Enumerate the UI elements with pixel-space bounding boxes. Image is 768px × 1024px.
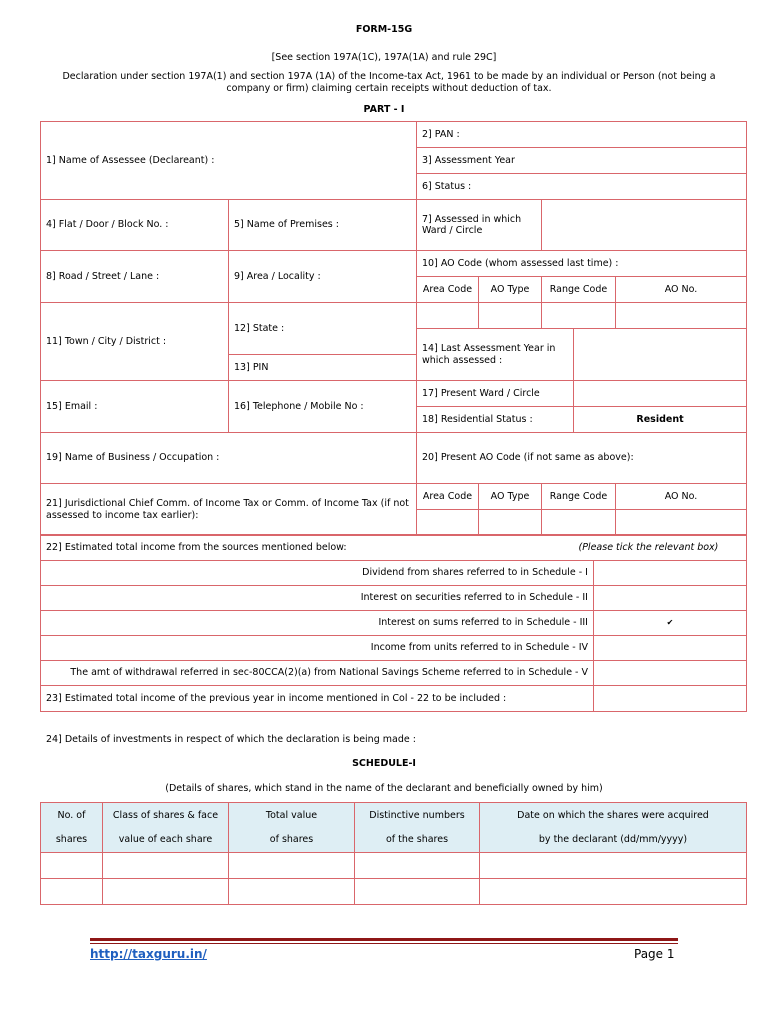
email-field[interactable]: 15] Email : xyxy=(41,381,229,433)
ao-type-header-2: AO Type xyxy=(479,484,542,510)
part-one-title: PART - I xyxy=(363,104,405,115)
table-cell[interactable] xyxy=(229,879,355,905)
page-number: Page 1 xyxy=(634,947,675,961)
range-code-cell-2[interactable] xyxy=(542,510,616,536)
table-cell[interactable] xyxy=(103,853,229,879)
column-header-distinctive-numbers: Distinctive numbers of the shares xyxy=(355,803,480,853)
footer-rule-thin xyxy=(90,943,678,944)
schedule-1-label: Dividend from shares referred to in Schedule - I xyxy=(41,561,594,586)
range-code-header-2: Range Code xyxy=(542,484,616,510)
name-of-assessee-field[interactable]: 1] Name of Assessee (Declareant) : xyxy=(41,122,417,200)
jurisdictional-commissioner-field[interactable]: 21] Jurisdictional Chief Comm. of Income Tax or Comm. of Income Tax (if not assessed to income tax earlier): xyxy=(41,484,417,536)
last-assessment-year-label: 14] Last Assessment Year in which assessed : xyxy=(417,329,574,381)
residential-status-value[interactable]: Resident xyxy=(574,407,747,433)
table-cell[interactable] xyxy=(480,853,747,879)
town-city-field[interactable]: 11] Town / City / District : xyxy=(41,303,229,381)
estimated-income-row xyxy=(41,535,747,561)
footer-link[interactable]: http://taxguru.in/ xyxy=(90,947,207,961)
schedule-2-checkbox[interactable] xyxy=(594,586,747,611)
table-row xyxy=(41,879,747,905)
table-cell[interactable] xyxy=(229,853,355,879)
range-code-cell[interactable] xyxy=(542,303,616,329)
column-header-class-of-shares: Class of shares & face value of each share xyxy=(103,803,229,853)
ao-type-header: AO Type xyxy=(479,277,542,303)
assessed-ward-value[interactable] xyxy=(542,200,747,251)
area-code-cell-2[interactable] xyxy=(417,510,479,536)
column-header-total-value: Total value of shares xyxy=(229,803,355,853)
section-reference: [See section 197A(1C), 197A(1A) and rule 29C] xyxy=(271,52,497,63)
schedule-4-label: Income from units referred to in Schedule - IV xyxy=(41,636,594,661)
state-field[interactable]: 12] State : xyxy=(229,303,417,355)
present-ward-label: 17] Present Ward / Circle xyxy=(417,381,574,407)
footer-rule-thick xyxy=(90,938,678,941)
range-code-header: Range Code xyxy=(542,277,616,303)
schedule-4-checkbox[interactable] xyxy=(594,636,747,661)
income-sources-table xyxy=(40,534,747,712)
pan-field[interactable]: 2] PAN : xyxy=(417,122,747,148)
road-street-field[interactable]: 8] Road / Street / Lane : xyxy=(41,251,229,303)
previous-year-income-value[interactable] xyxy=(594,686,747,712)
estimated-income-label: 22] Estimated total income from the sources mentioned below: xyxy=(46,541,347,553)
declaration-line-2: company or firm) claiming certain receipts without deduction of tax. xyxy=(226,83,552,94)
last-assessment-year-value[interactable] xyxy=(574,329,747,381)
check-mark-icon: ✔ xyxy=(666,618,674,628)
schedule-3-label: Interest on sums referred to in Schedule - III xyxy=(41,611,594,636)
schedule-5-checkbox[interactable] xyxy=(594,661,747,686)
telephone-field[interactable]: 16] Telephone / Mobile No : xyxy=(229,381,417,433)
ao-no-cell[interactable] xyxy=(616,303,747,329)
table-row xyxy=(41,853,747,879)
status-field[interactable]: 6] Status : xyxy=(417,174,747,200)
investments-details-text: 24] Details of investments in respect of which the declaration is being made : xyxy=(46,734,416,745)
ao-type-cell-2[interactable] xyxy=(479,510,542,536)
column-header-no-of-shares: No. of shares xyxy=(41,803,103,853)
pin-field[interactable]: 13] PIN xyxy=(229,355,417,381)
assessment-year-field[interactable]: 3] Assessment Year xyxy=(417,148,747,174)
tick-note: (Please tick the relevant box) xyxy=(578,541,719,553)
table-cell[interactable] xyxy=(480,879,747,905)
ao-no-header: AO No. xyxy=(616,277,747,303)
form-title: FORM-15G xyxy=(355,24,413,35)
area-code-cell[interactable] xyxy=(417,303,479,329)
previous-year-income-label: 23] Estimated total income of the previous year in income mentioned in Col - 22 to be included : xyxy=(41,686,594,712)
schedule-one-subtitle: (Details of shares, which stand in the name of the declarant and beneficially owned by him) xyxy=(165,783,603,794)
schedule-1-checkbox[interactable] xyxy=(594,561,747,586)
present-ward-value[interactable] xyxy=(574,381,747,407)
name-of-premises-field[interactable]: 5] Name of Premises : xyxy=(229,200,417,251)
table-cell[interactable] xyxy=(41,853,103,879)
ao-type-cell[interactable] xyxy=(479,303,542,329)
ao-code-label: 10] AO Code (whom assessed last time) : xyxy=(417,251,747,277)
area-code-header: Area Code xyxy=(417,277,479,303)
business-occupation-field[interactable]: 19] Name of Business / Occupation : xyxy=(41,433,417,484)
schedule-5-label: The amt of withdrawal referred in sec-80CCA(2)(a) from National Savings Scheme referred to in Schedule - V xyxy=(41,661,594,686)
part-one-table xyxy=(40,121,747,536)
present-ao-code-label: 20] Present AO Code (if not same as above): xyxy=(417,433,747,484)
table-cell[interactable] xyxy=(355,879,480,905)
column-header-date-acquired: Date on which the shares were acquired by the declarant (dd/mm/yyyy) xyxy=(480,803,747,853)
ao-no-header-2: AO No. xyxy=(616,484,747,510)
flat-door-block-field[interactable]: 4] Flat / Door / Block No. : xyxy=(41,200,229,251)
declaration-line-1: Declaration under section 197A(1) and section 197A (1A) of the Income-tax Act, 1961 to be made by an individual or Person (not being a xyxy=(62,71,716,82)
table-cell[interactable] xyxy=(355,853,480,879)
area-locality-field[interactable]: 9] Area / Locality : xyxy=(229,251,417,303)
table-cell[interactable] xyxy=(103,879,229,905)
table-cell[interactable] xyxy=(41,879,103,905)
schedule-3-checkbox[interactable] xyxy=(594,611,747,636)
area-code-header-2: Area Code xyxy=(417,484,479,510)
schedule-one-table xyxy=(40,802,747,905)
schedule-one-title: SCHEDULE-I xyxy=(352,758,416,769)
ao-no-cell-2[interactable] xyxy=(616,510,747,536)
residential-status-label: 18] Residential Status : xyxy=(417,407,574,433)
assessed-ward-label: 7] Assessed in which Ward / Circle xyxy=(417,200,542,251)
schedule-2-label: Interest on securities referred to in Schedule - II xyxy=(41,586,594,611)
